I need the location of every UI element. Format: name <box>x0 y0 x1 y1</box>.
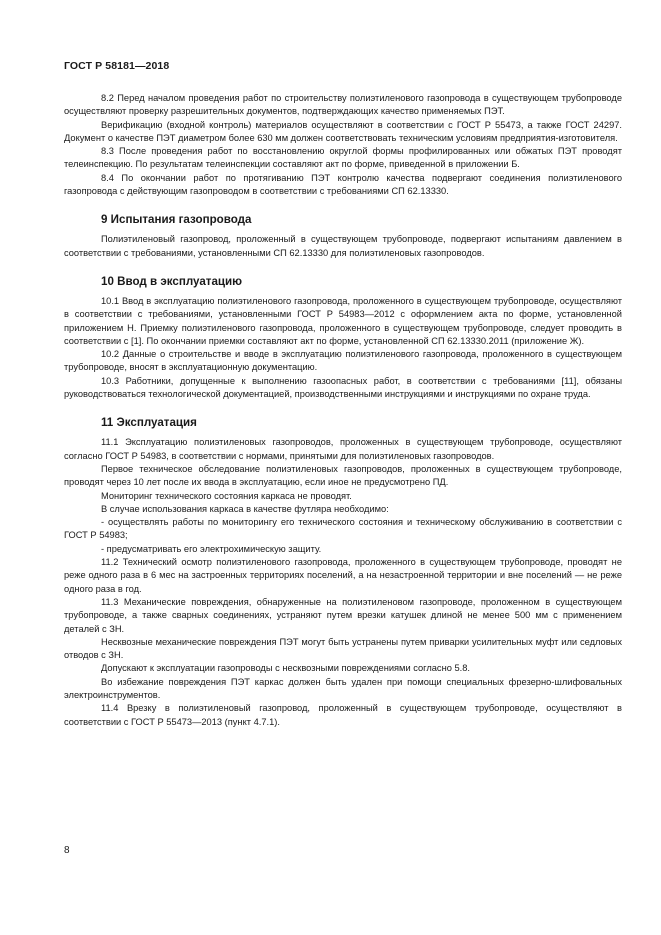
paragraph-9: Полиэтиленовый газопровод, проложенный в существующем трубопроводе, подвергают испытаниям давлением в соответствии с требованиями, установленными СП 62.13330 для полиэтиленовых газопроводов. <box>64 234 622 258</box>
paragraph-11-3-couplings: Несквозные механические повреждения ПЭТ могут быть устранены путем приварки усилительных муфт или седловых отводов с ЗН. <box>64 636 622 661</box>
paragraph-10-1: 10.1 Ввод в эксплуатацию полиэтиленового газопровода, проложенного в существующем трубопроводе, осуществляют в соответствии с требованиями, установленными ГОСТ Р 54983—2012 с оформлением акта по форме, установленной приложением Н. Приемку полиэтиленового газопровода, проложенного в существующем трубопроводе, следует проводить в соответствии с [1]. По окончании приемки составляют акт по форме, установленной СП 62.13330.2011 (приложение Ж). <box>64 295 622 346</box>
list-item-protection: - предусматривать его электрохимическую защиту. <box>101 543 322 554</box>
section-heading-10: 10 Ввод в эксплуатацию <box>101 274 243 288</box>
paragraph-11-1-inspection: Первое техническое обследование полиэтиленовых газопроводов, проложенных в существующем трубопроводе, проводят через 10 лет после их ввода в эксплуатацию, если иное не предусмотрено ПД. <box>64 463 622 488</box>
paragraph-11-2: 11.2 Технический осмотр полиэтиленового газопровода, проложенного в существующем трубопроводе, проводят не реже одного раза в 6 мес на застроенных территориях поселений, а на незастроенной территории и вне поселений — не реже одного раза в год. <box>64 557 622 594</box>
paragraph-11-4: 11.4 Врезку в полиэтиленовый газопровод, проложенный в существующем трубопроводе, осуществляют в соответствии с ГОСТ Р 55473—2013 (пункт 4.7.1). <box>64 703 622 727</box>
paragraph-11-3: 11.3 Механические повреждения, обнаруженные на полиэтиленовом газопроводе, проложенном в существующем трубопроводе, а также сварных соединениях, устраняют путем врезки катушек длиной не менее 500 мм с применением деталей с ЗН. <box>64 596 622 634</box>
document-body <box>64 92 622 729</box>
document-header: ГОСТ Р 58181—2018 <box>64 60 170 72</box>
page-number: 8 <box>64 845 70 856</box>
paragraph-8-3: 8.3 После проведения работ по восстановлению округлой формы профилированных или обжатых ПЭТ проводят телеинспекцию. По результатам телеинспекции составляют акт по форме, приведенной в приложении Б. <box>64 146 622 170</box>
paragraph-11-1: 11.1 Эксплуатацию полиэтиленовых газопроводов, проложенных в существующем трубопроводе, осуществляют согласно ГОСТ Р 54983, в соответствии с нормами, принятыми для полиэтиленовых газопроводов. <box>64 437 622 461</box>
paragraph-8-2: 8.2 Перед началом проведения работ по строительству полиэтиленового газопровода в существующем трубопроводе осуществляют проверку разрешительных документов, подтверждающих качество применяемых ПЭТ. <box>64 93 622 117</box>
paragraph-8-2-verification: Верификацию (входной контроль) материалов осуществляют в соответствии с ГОСТ Р 55473, а также ГОСТ 24297. Документ о качестве ПЭТ диаметром более 630 мм должен соответствовать техническим условиям предприятия-изготовителя. <box>64 119 622 143</box>
paragraph-11-3-removal: Во избежание повреждения ПЭТ каркас должен быть удален при помощи специальных фрезерно-шлифовальных электроинструментов. <box>64 676 622 700</box>
paragraph-11-3-admission: Допускают к эксплуатации газопроводы с несквозными повреждениями согласно 5.8. <box>101 663 470 674</box>
section-heading-9: 9 Испытания газопровода <box>101 213 252 227</box>
section-heading-11: 11 Эксплуатация <box>101 416 197 430</box>
paragraph-8-4: 8.4 По окончании работ по протягиванию ПЭТ контролю качества подвергают соединения полиэтиленового газопровода с действующим газопроводом в соответствии с требованиями СП 62.13330. <box>64 172 622 197</box>
paragraph-10-3: 10.3 Работники, допущенные к выполнению газоопасных работ, в соответствии с требованиями [11], обязаны руководствоваться технологической документацией, производственными инструкциями и инструкциями по охране труда. <box>64 375 622 400</box>
paragraph-11-1-casing: В случае использования каркаса в качестве футляра необходимо: <box>101 503 389 514</box>
list-item-monitoring: - осуществлять работы по мониторингу его технического состояния и техническому обслуживанию в соответствии с ГОСТ Р 54983; <box>64 517 622 541</box>
paragraph-11-1-monitoring: Мониторинг технического состояния каркаса не проводят. <box>101 490 352 501</box>
paragraph-10-2: 10.2 Данные о строительстве и вводе в эксплуатацию полиэтиленового газопровода, проложенного в существующем трубопроводе, вносят в эксплуатационную документацию. <box>64 349 622 373</box>
